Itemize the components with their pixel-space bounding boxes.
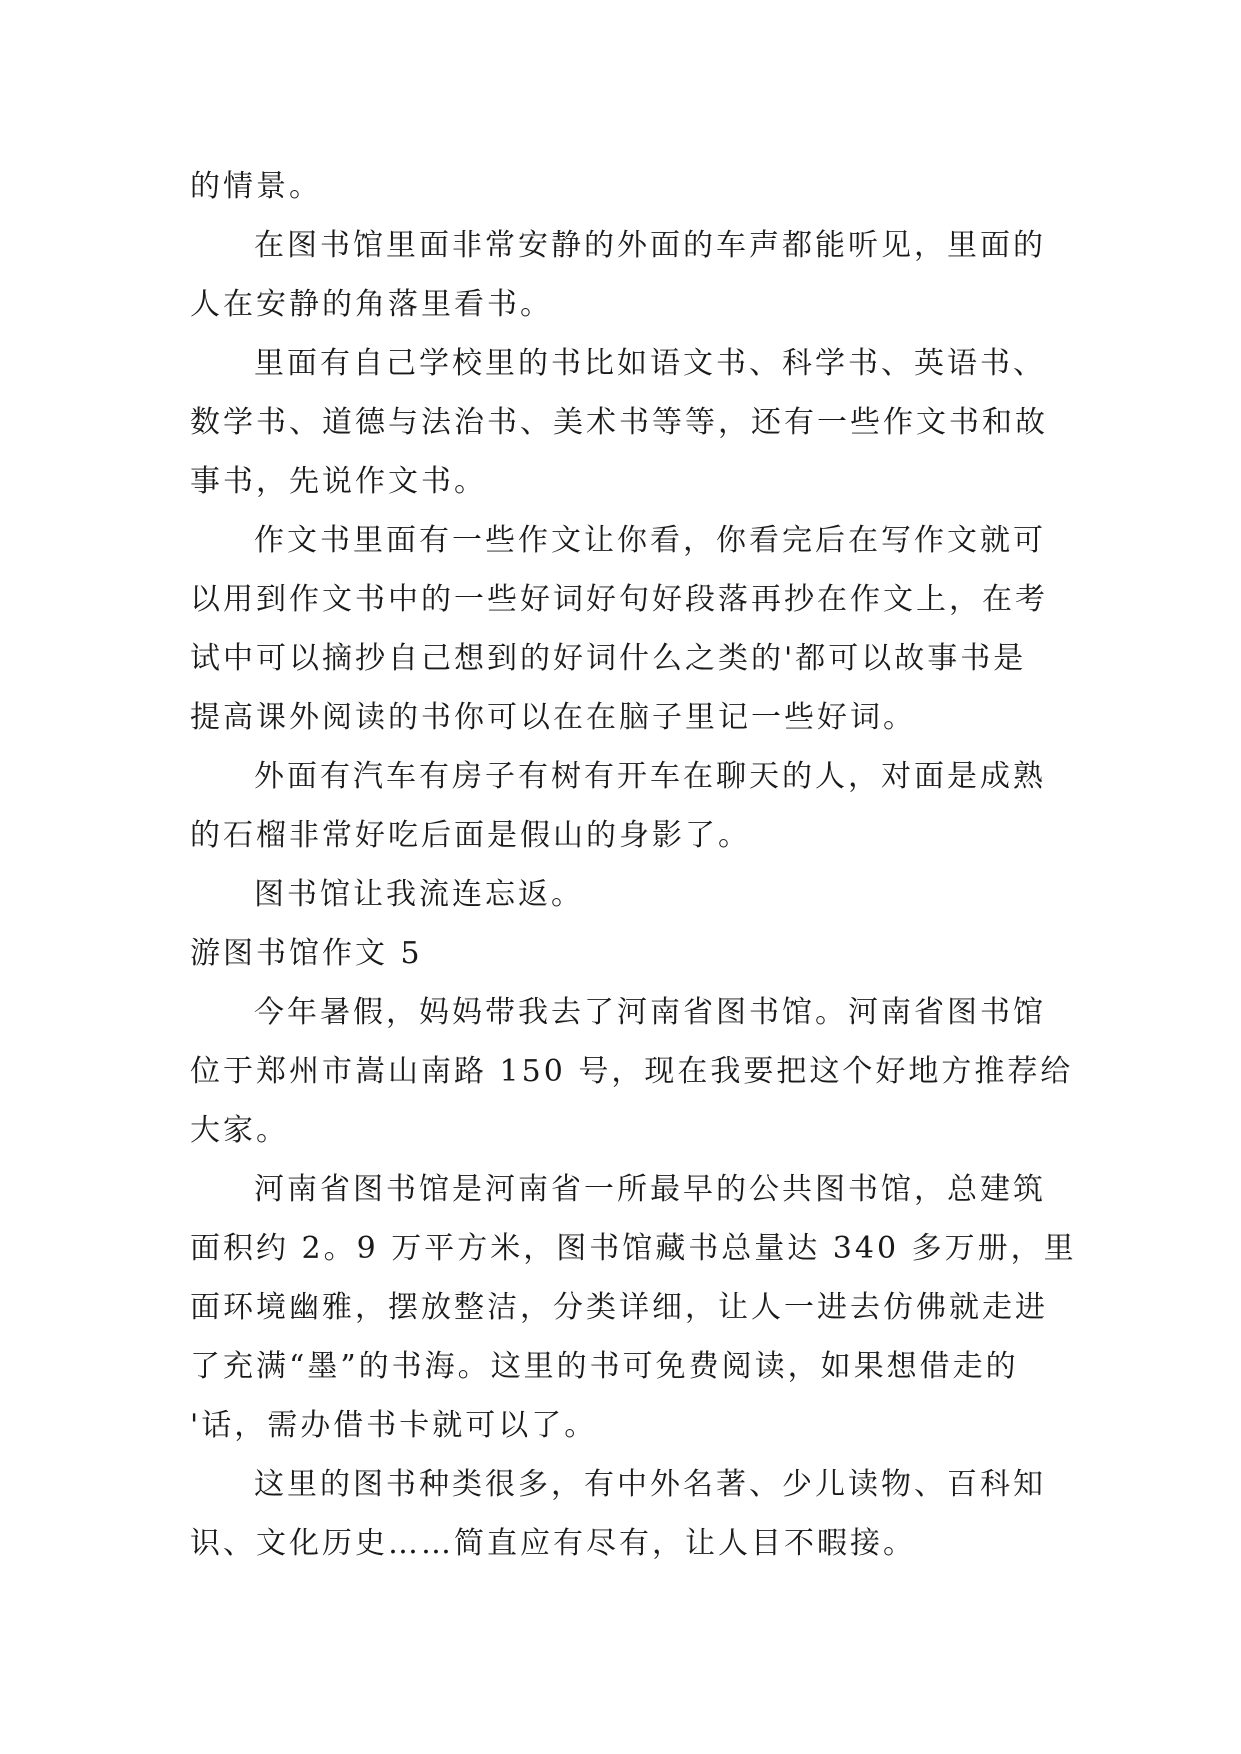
text-line: 在图书馆里面非常安静的外面的车声都能听见，里面的 [254,228,1046,263]
text-line: 外面有汽车有房子有树有开车在聊天的人，对面是成熟 [254,759,1046,794]
text-line: 图书馆让我流连忘返。 [254,877,584,912]
paragraph-3 [190,334,1070,511]
text-line: 河南省图书馆是河南省一所最早的公共图书馆，总建筑 [254,1172,1046,1207]
text-line: 试中可以摘抄自己想到的好词什么之类的'都可以故事书是 [190,641,1027,676]
text-line: 的情景。 [190,169,322,204]
text-line: 位于郑州市嵩山南路 150 号，现在我要把这个好地方推荐给 [190,1054,1074,1089]
paragraph-8 [190,1160,1077,1455]
heading-text: 游图书馆作文 5 [190,936,423,971]
text-line: 面积约 2。9 万平方米，图书馆藏书总量达 340 多万册，里 [190,1231,1077,1266]
paragraph-9 [190,1455,1070,1573]
text-line: 事书，先说作文书。 [190,464,487,499]
paragraph-1 [190,157,1070,216]
text-line: 数学书、道德与法治书、美术书等等，还有一些作文书和故 [190,405,1048,440]
text-line: 这里的图书种类很多，有中外名著、少儿读物、百科知 [254,1467,1046,1502]
text-line: 提高课外阅读的书你可以在在脑子里记一些好词。 [190,700,916,735]
paragraph-5 [190,747,1070,865]
text-line: 里面有自己学校里的书比如语文书、科学书、英语书、 [254,346,1046,381]
text-line: 大家。 [190,1113,289,1148]
text-line: 识、文化历史……简直应有尽有，让人目不暇接。 [190,1526,916,1561]
document-body [190,157,1077,1573]
text-line: 今年暑假，妈妈带我去了河南省图书馆。河南省图书馆 [254,995,1046,1030]
text-line: 以用到作文书中的一些好词好句好段落再抄在作文上，在考 [190,582,1048,617]
text-line: 的石榴非常好吃后面是假山的身影了。 [190,818,751,853]
text-line: '话，需办借书卡就可以了。 [190,1408,598,1443]
paragraph-4 [190,511,1070,747]
text-line: 了充满“墨”的书海。这里的书可免费阅读，如果想借走的 [190,1349,1019,1384]
paragraph-6 [190,865,1070,924]
paragraph-2 [190,216,1070,334]
paragraph-7 [190,983,1074,1160]
text-line: 作文书里面有一些作文让你看，你看完后在写作文就可 [254,523,1046,558]
text-line: 面环境幽雅，摆放整洁，分类详细，让人一进去仿佛就走进 [190,1290,1048,1325]
section-heading [190,924,1070,983]
text-line: 人在安静的角落里看书。 [190,287,553,322]
